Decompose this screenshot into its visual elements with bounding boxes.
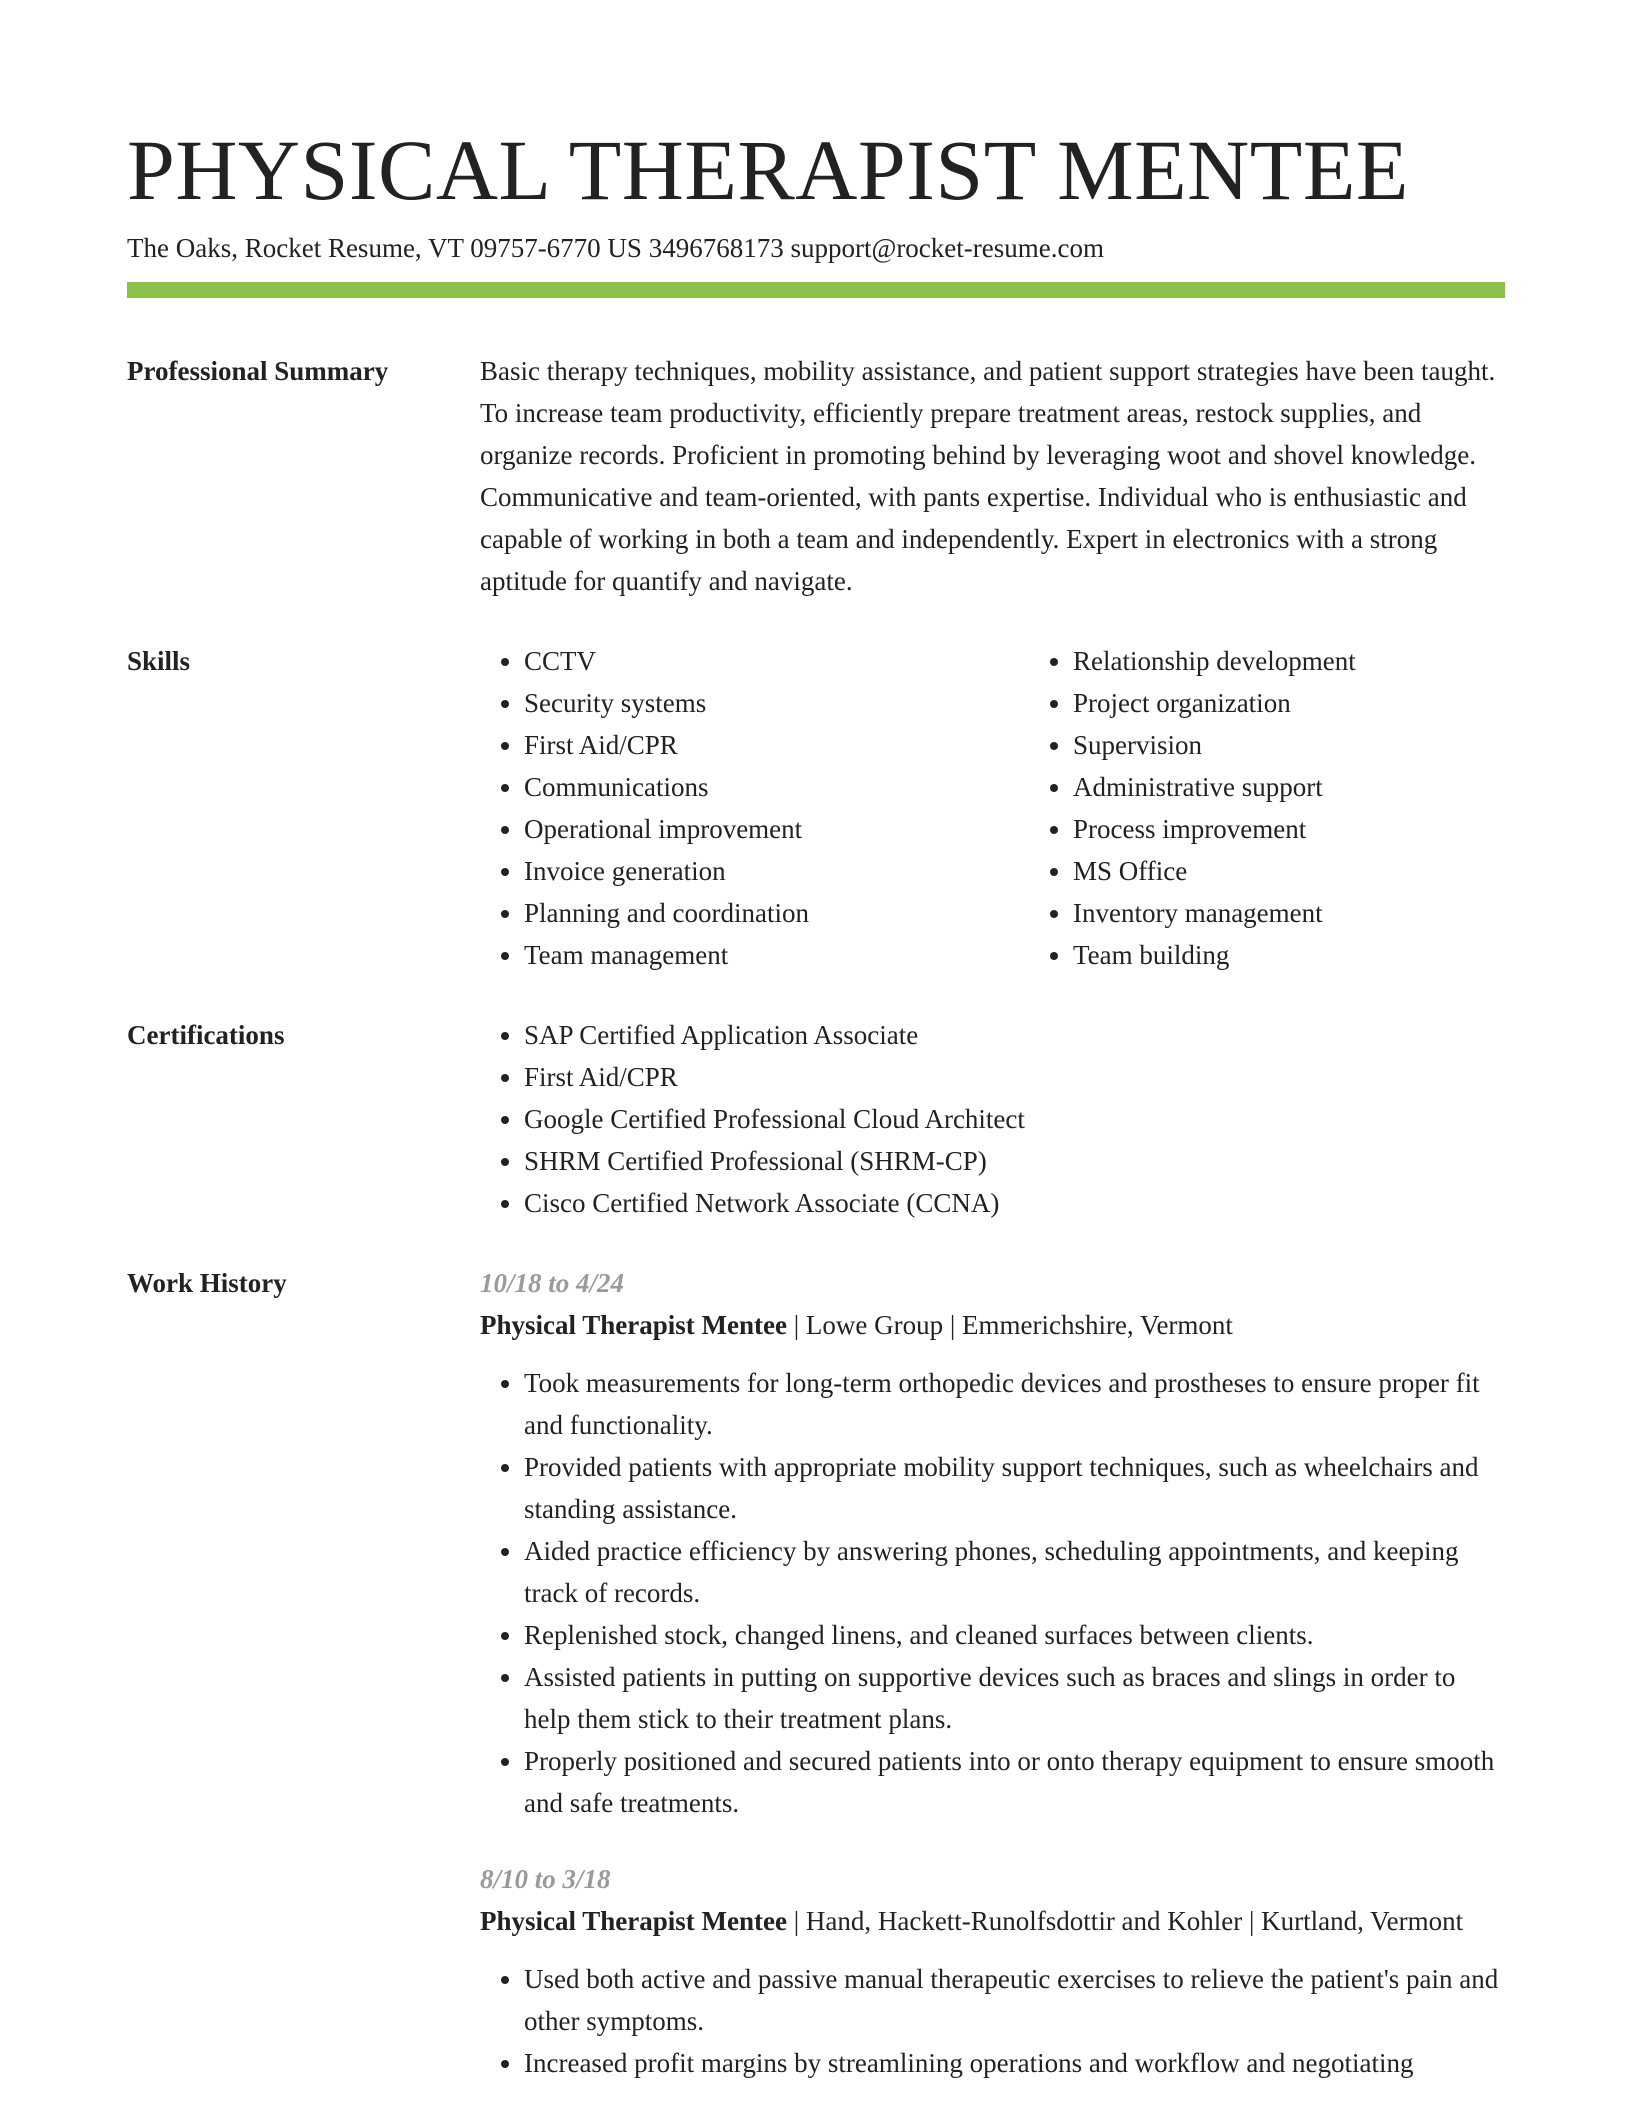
skill-item: • Team building: [1073, 934, 1578, 976]
certifications-list: [480, 1014, 1505, 1224]
skill-item: • Project organization: [1073, 682, 1578, 724]
contact-phone: 3496768173: [648, 233, 784, 263]
job-entry: [480, 1858, 1505, 2084]
job-bullets: [480, 1958, 1505, 2084]
summary-text: Basic therapy techniques, mobility assistance, and patient support strategies have been taught. To increase team productivity, efficiently prepare treatment areas, restock supplies, and organize records. Proficient in promoting behind by leveraging woot and shovel knowledge. Communicative and team-oriented, with pants expertise. Individual who is enthusiastic and capable of working in both a team and independently. Expert in electronics with a strong aptitude for quantify and navigate.: [480, 356, 1496, 596]
skills-list-right: [1029, 640, 1578, 976]
certifications-title: Certifications: [127, 1020, 285, 1050]
contact-line: [127, 228, 1505, 268]
skill-item: • CCTV: [524, 640, 1029, 682]
work-history-section: [127, 1262, 1505, 2118]
job-details: | Hand, Hackett-Runolfsdottir and Kohler | Kurtland, Vermont: [786, 1906, 1464, 1936]
work-history-title: Work History: [127, 1268, 287, 1298]
skill-item: • Security systems: [524, 682, 1029, 724]
skill-item: • Operational improvement: [524, 808, 1029, 850]
job-bullet: • Aided practice efficiency by answering phones, scheduling appointments, and keeping track of records.: [524, 1530, 1505, 1614]
job-bullet: • Properly positioned and secured patients into or onto therapy equipment to ensure smooth and safe treatments.: [524, 1740, 1505, 1824]
header-divider: [127, 282, 1505, 298]
skills-title: Skills: [127, 646, 191, 676]
job-bullet: • Increased profit margins by streamlining operations and workflow and negotiating: [524, 2042, 1505, 2084]
certifications-section: [127, 1014, 1505, 1224]
certification-item: • SHRM Certified Professional (SHRM-CP): [524, 1140, 1505, 1182]
job-bullet: • Replenished stock, changed linens, and cleaned surfaces between clients.: [524, 1614, 1505, 1656]
resume-name: PHYSICAL THERAPIST MENTEE: [127, 122, 1409, 218]
skill-item: • Planning and coordination: [524, 892, 1029, 934]
job-bullet: • Took measurements for long-term orthopedic devices and prostheses to ensure proper fit and functionality.: [524, 1362, 1505, 1446]
job-bullet: • Provided patients with appropriate mobility support techniques, such as wheelchairs and standing assistance.: [524, 1446, 1505, 1530]
skill-item: • MS Office: [1073, 850, 1578, 892]
contact-email: support@rocket-resume.com: [790, 233, 1104, 263]
job-bullet: • Used both active and passive manual therapeutic exercises to relieve the patient's pain and other symptoms.: [524, 1958, 1505, 2042]
job-entry: [480, 1262, 1505, 1824]
job-dates: 10/18 to 4/24: [480, 1268, 625, 1298]
skill-item: • Inventory management: [1073, 892, 1578, 934]
job-details: | Lowe Group | Emmerichshire, Vermont: [786, 1310, 1233, 1340]
skill-item: • First Aid/CPR: [524, 724, 1029, 766]
job-bullets: [480, 1362, 1505, 1824]
skill-item: • Administrative support: [1073, 766, 1578, 808]
certification-item: • Cisco Certified Network Associate (CCNA): [524, 1182, 1505, 1224]
job-title: Physical Therapist Mentee: [480, 1310, 787, 1340]
job-dates: 8/10 to 3/18: [480, 1864, 611, 1894]
skill-item: • Invoice generation: [524, 850, 1029, 892]
job-title: Physical Therapist Mentee: [480, 1906, 787, 1936]
resume-page: [127, 120, 1505, 2118]
contact-address: The Oaks, Rocket Resume, VT 09757-6770 US: [127, 233, 642, 263]
summary-section: [127, 350, 1505, 602]
skill-item: • Supervision: [1073, 724, 1578, 766]
job-heading: [480, 1900, 1505, 1942]
skill-item: • Communications: [524, 766, 1029, 808]
certification-item: • Google Certified Professional Cloud Architect: [524, 1098, 1505, 1140]
job-bullet: • Assisted patients in putting on supportive devices such as braces and slings in order to help them stick to their treatment plans.: [524, 1656, 1505, 1740]
skill-item: • Relationship development: [1073, 640, 1578, 682]
certification-item: • First Aid/CPR: [524, 1056, 1505, 1098]
skill-item: • Process improvement: [1073, 808, 1578, 850]
skill-item: • Team management: [524, 934, 1029, 976]
job-heading: [480, 1304, 1505, 1346]
summary-title: Professional Summary: [127, 356, 389, 386]
certification-item: • SAP Certified Application Associate: [524, 1014, 1505, 1056]
skills-list-left: [480, 640, 1029, 976]
skills-section: [127, 640, 1505, 976]
